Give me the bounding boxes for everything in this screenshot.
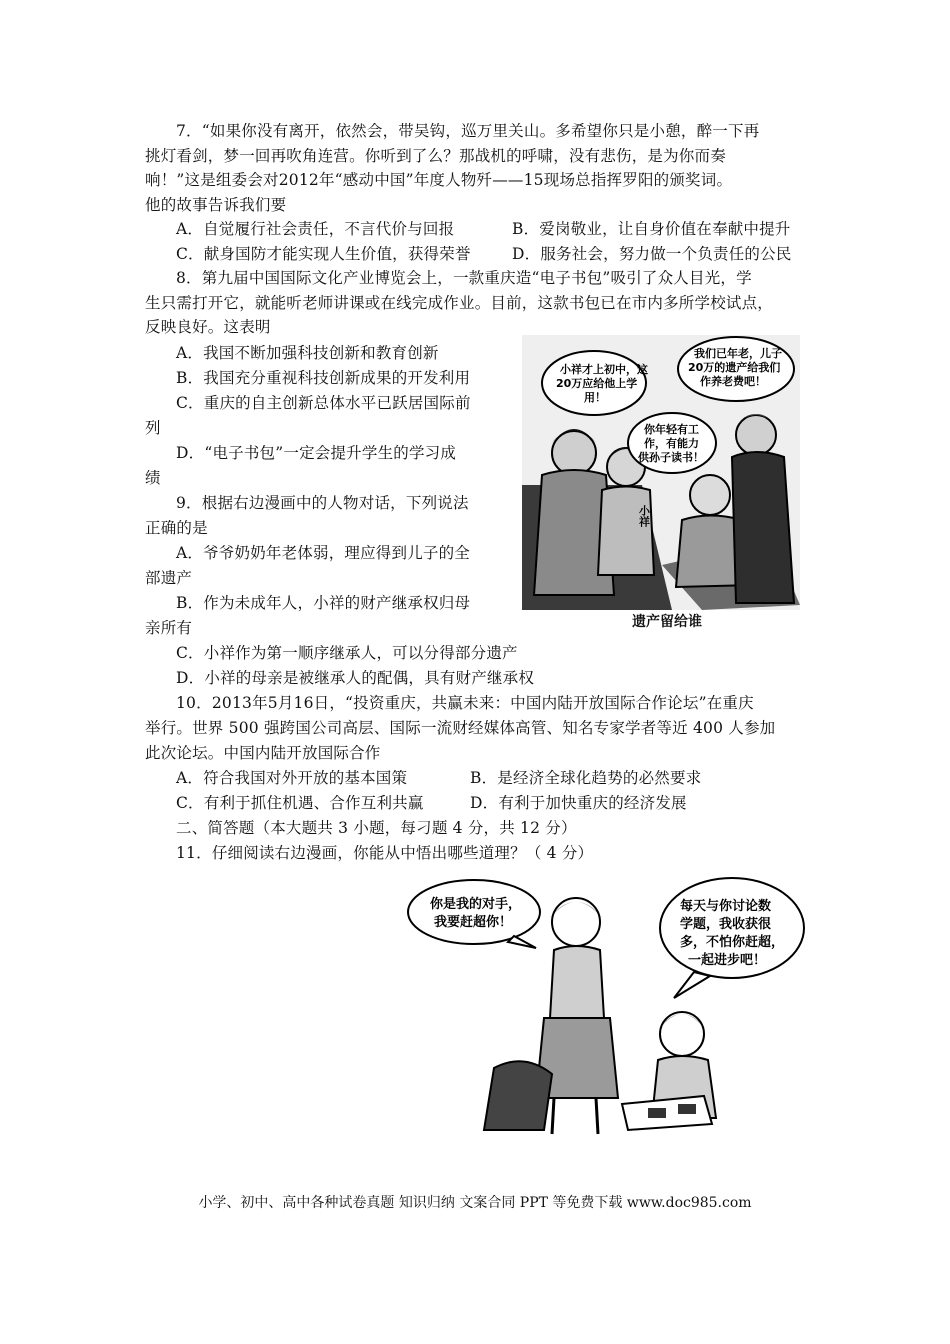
section-2-heading: 二、简答题（本大题共 3 小题，每刁题 4 分，共 12 分） [176, 819, 577, 837]
sitting-girl-head [660, 1012, 704, 1056]
bubble-right-girl-line1: 每天与你讨论数 [680, 899, 772, 914]
q8-option-b: B．我国充分重视科技创新成果的开发利用 [176, 369, 471, 387]
q8-option-d: D．“电子书包”一定会提升学生的学习成 [176, 444, 457, 462]
xiaoxiang-label: 小祥 [637, 505, 651, 527]
q9-option-b-cont: 亲所有 [145, 619, 193, 637]
bubble-right-line3: 作养老费吧！ [700, 375, 766, 388]
bubble-right-line1: 我们已年老，儿子 [694, 347, 782, 360]
q7-line3: 响！”这是组委会对2012年“感动中国”年度人物歼——15现场总指挥罗阳的颁奖词。 [145, 171, 733, 189]
q10-option-b: B．是经济全球化趋势的必然要求 [470, 769, 702, 787]
inheritance-cartoon-caption: 遗产留给谁 [632, 614, 702, 630]
q8-option-d-cont: 绩 [145, 469, 161, 487]
bubble-right-line2: 20万的遗产给我们 [688, 361, 781, 374]
q10-line3: 此次论坛。中国内陆开放国际合作 [145, 744, 381, 762]
bubble-mid-line1: 你年轻有工 [644, 423, 699, 436]
q10-line2: 举行。世界 500 强跨国公司高层、国际一流财经媒体高管、知名专家学者等近 400 人参加 [145, 719, 776, 737]
q8-option-a: A．我国不断加强科技创新和教育创新 [176, 344, 439, 362]
q9-option-b: B．作为未成年人，小祥的财产继承权归母 [176, 594, 471, 612]
bubble-left-line1: 小祥才上初中，这 [560, 363, 648, 376]
q9-line1: 9．根据右边漫画中的人物对话，下列说法 [176, 494, 469, 512]
q7-option-d: D．服务社会，努力做一个负责任的公民 [512, 245, 792, 263]
bubble-right-girl-line3: 多，不怕你赶超， [680, 935, 785, 950]
q9-line2: 正确的是 [145, 519, 208, 537]
q10-option-d: D．有利于加快重庆的经济发展 [470, 794, 687, 812]
bubble-left-girl-line1: 你是我的对手， [430, 897, 522, 912]
grandpa-head [690, 475, 730, 515]
inheritance-cartoon [522, 335, 800, 635]
bubble-mid-line3: 供孙子读书！ [638, 451, 704, 464]
schoolbag [484, 1061, 552, 1130]
standing-girl-head [552, 898, 600, 946]
q8-line2: 生只需打开它，就能听老师讲课或在线完成作业。目前，这款书包已在市内多所学校试点， [145, 294, 774, 312]
speech-bubble-left-girl [408, 880, 540, 944]
bubble-left-girl-line2: 我要赶超你！ [434, 915, 513, 930]
inheritance-cartoon-drawing [522, 335, 800, 635]
q9-option-d: D．小祥的母亲是被继承人的配偶，具有财产继承权 [176, 669, 535, 687]
q9-option-a-cont: 部遗产 [145, 569, 193, 587]
rivals-cartoon [404, 868, 814, 1140]
q8-line3: 反映良好。这表明 [145, 318, 271, 336]
q9-option-c: C．小祥作为第一顺序继承人，可以分得部分遗产 [176, 644, 518, 662]
rivals-cartoon-drawing [404, 868, 814, 1140]
q8-line1: 8．第九届中国国际文化产业博览会上，一款重庆造“电子书包”吸引了众人目光，学 [176, 269, 752, 287]
grandma-head [736, 415, 776, 455]
q8-option-c: C．重庆的自主创新总体水平已跃居国际前 [176, 394, 471, 412]
bubble-right-girl-line2: 学题，我收获很 [680, 917, 772, 932]
q10-option-a: A．符合我国对外开放的基本国策 [176, 769, 408, 787]
q10-line1: 10．2013年5月16日，“投资重庆，共赢未来：中国内陆开放国际合作论坛”在重庆 [176, 694, 754, 712]
page-footer: 小学、初中、高中各种试卷真题 知识归纳 文案合同 PPT 等免费下载 www.doc985.com [198, 1195, 752, 1211]
bubble-left-line3: 用！ [584, 391, 606, 404]
bubble-right-girl-line4: 一起进步吧！ [688, 953, 767, 968]
bubble-left-line2: 20万应给他上学 [556, 377, 638, 390]
q10-option-c: C．有利于抓住机遇、合作互利共赢 [176, 794, 424, 812]
q8-option-c-cont: 列 [145, 419, 161, 437]
q7-line4: 他的故事告诉我们要 [145, 196, 287, 214]
q7-line1: 7．“如果你没有离开，依然会，带吴钩，巡万里关山。多希望你只是小憩，醉一下再 [176, 122, 760, 140]
q9-option-a: A．爷爷奶奶年老体弱，理应得到儿子的全 [176, 544, 470, 562]
q7-option-b: B．爱岗敬业，让自身价值在奉献中提升 [512, 220, 791, 238]
open-book [622, 1096, 712, 1130]
q11-prompt: 11．仔细阅读右边漫画，你能从中悟出哪些道理？（ 4 分） [176, 844, 594, 862]
q7-option-c: C．献身国防才能实现人生价值，获得荣誉 [176, 245, 471, 263]
father-head [552, 431, 596, 475]
bubble-mid-line2: 作，有能力 [644, 437, 699, 450]
q7-line2: 挑灯看剑，梦一回再吹角连营。你听到了么？那战机的呼啸，没有悲伤，是为你而奏 [145, 147, 726, 165]
q7-option-a: A．自觉履行社会责任，不言代价与回报 [176, 220, 455, 238]
